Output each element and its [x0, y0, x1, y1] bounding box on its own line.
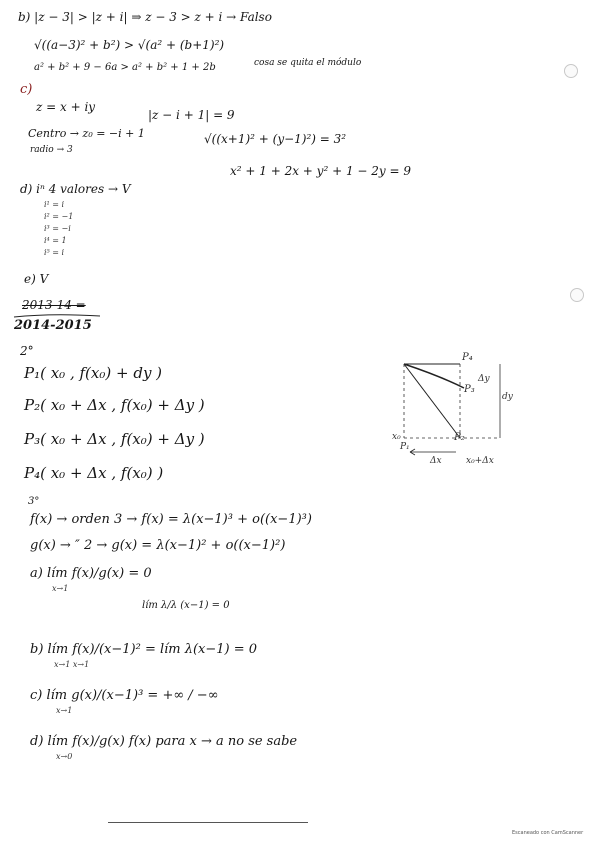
annotation: cosa se quita el módulo — [254, 58, 362, 68]
diagram-label: Δy — [478, 374, 490, 384]
limit-subscript: x→0 — [56, 752, 73, 761]
limit-subscript: x→1 — [56, 706, 73, 715]
diagram-label: P₁ — [400, 442, 410, 452]
sketch-diagram — [390, 356, 530, 466]
text-line: i² = −1 — [44, 212, 74, 221]
diagram-label: dy — [502, 392, 513, 402]
text-line: x² + 1 + 2x + y² + 1 − 2y = 9 — [230, 164, 411, 178]
text-line: g(x) → ″ 2 → g(x) = λ(x−1)² + o((x−1)²) — [30, 538, 286, 553]
limit-subscript: x→1 — [52, 584, 69, 593]
point-definition: P₄( x₀ + Δx , f(x₀) ) — [24, 464, 164, 482]
text-line: z = x + iy — [36, 100, 96, 114]
text-line: |z − i + 1| = 9 — [148, 108, 235, 122]
limit-expression: d) lím f(x)/g(x) f(x) para x → a no se sabe — [30, 734, 298, 749]
question-number: 3° — [28, 496, 40, 507]
punch-hole — [570, 288, 584, 302]
text-line: radio → 3 — [30, 145, 73, 155]
text-line: √((a−3)² + b²) > √(a² + (b+1)²) — [34, 38, 225, 52]
limit-expression: a) lím f(x)/g(x) = 0 — [30, 566, 152, 581]
text-line: √((x+1)² + (y−1)²) = 3² — [204, 132, 347, 146]
question-number: 2° — [20, 344, 34, 358]
limit-subscript: x→1 x→1 — [54, 660, 90, 669]
section-label: c) — [20, 82, 33, 97]
text-line: f(x) → orden 3 → f(x) = λ(x−1)³ + o((x−1)³) — [30, 512, 312, 527]
crossed-heading: 2013-14 = — [22, 298, 86, 312]
text-line: d) iⁿ 4 valores → V — [20, 182, 131, 196]
limit-expression: b) lím f(x)/(x−1)² = lím λ(x−1) = 0 — [30, 642, 258, 657]
diagram-label: P₄ — [462, 352, 473, 363]
text-line: i³ = −i — [44, 224, 71, 233]
text-line: i⁵ = i — [44, 248, 65, 257]
punch-hole — [564, 64, 578, 78]
text-line: Centro → z₀ = −i + 1 — [28, 127, 145, 140]
diagram-label: x₀ — [392, 432, 401, 442]
footer-watermark: Escaneado con CamScanner — [512, 830, 584, 836]
heading-underline — [12, 312, 112, 322]
limit-expression: lím λ/λ (x−1) = 0 — [142, 600, 230, 611]
footer-rule — [108, 822, 308, 823]
year-heading: 2014-2015 — [14, 318, 92, 333]
point-definition: P₁( x₀ , f(x₀) + dy ) — [24, 364, 163, 382]
diagram-label: x₀+Δx — [466, 456, 494, 466]
diagram-label: Δx — [430, 456, 442, 466]
diagram-label: P₂ — [454, 432, 465, 443]
text-line: a² + b² + 9 − 6a > a² + b² + 1 + 2b — [34, 62, 216, 73]
diagram-label: P₃ — [464, 384, 475, 395]
text-line: b) |z − 3| > |z + i| ⇒ z − 3 > z + i → Falso — [18, 10, 272, 24]
text-line: e) V — [24, 272, 49, 286]
text-line: i¹ = i — [44, 200, 65, 209]
text-line: i⁴ = 1 — [44, 236, 67, 245]
point-definition: P₂( x₀ + Δx , f(x₀) + Δy ) — [24, 396, 205, 414]
point-definition: P₃( x₀ + Δx , f(x₀) + Δy ) — [24, 430, 205, 448]
limit-expression: c) lím g(x)/(x−1)³ = +∞ / −∞ — [30, 688, 219, 703]
